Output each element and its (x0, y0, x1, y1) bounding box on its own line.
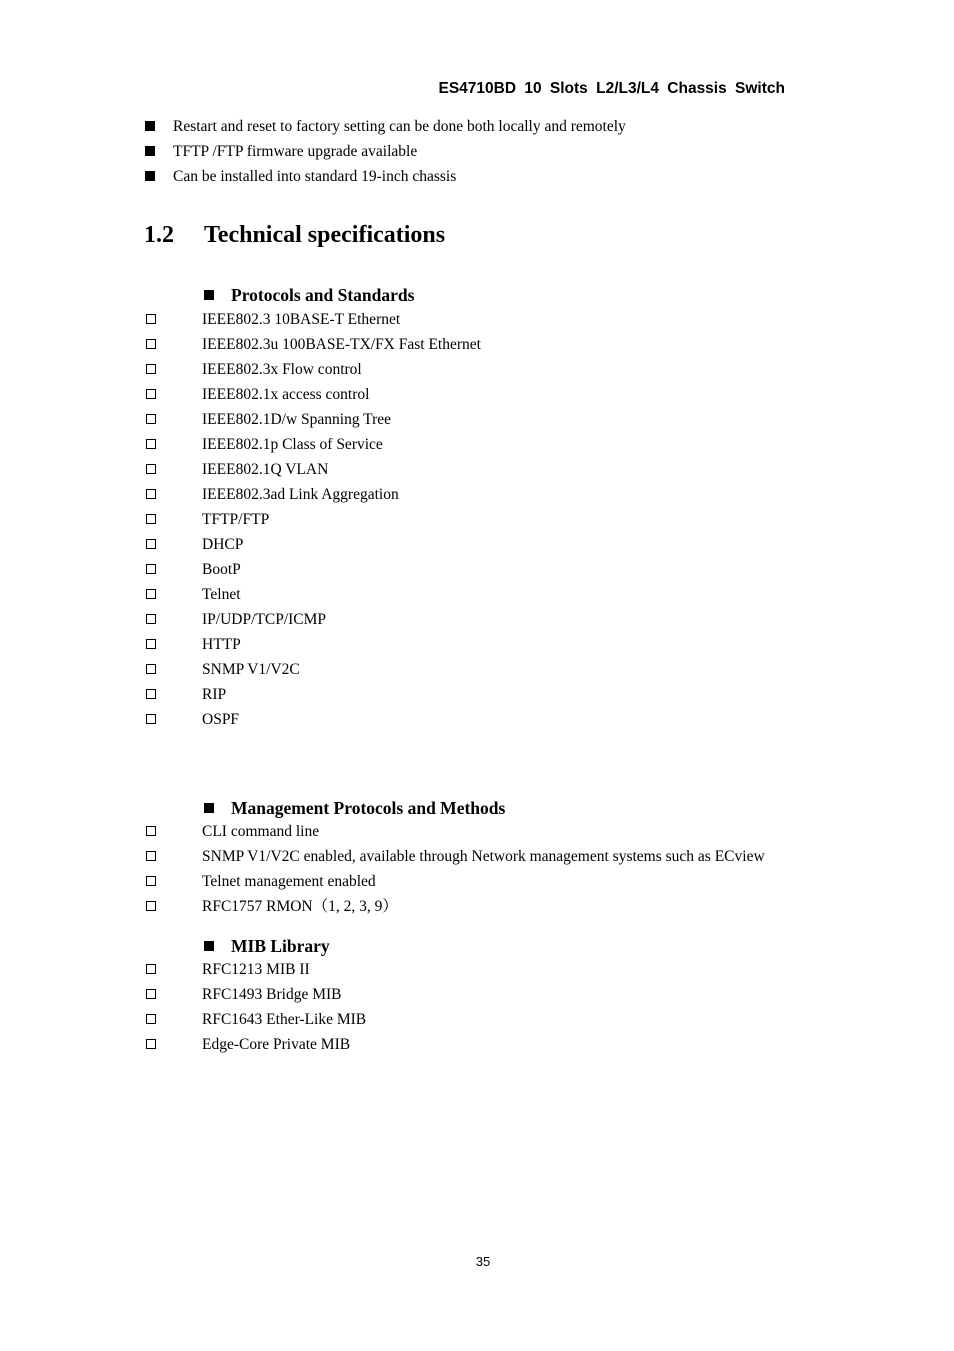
checkbox-outline-icon (146, 876, 156, 886)
checkbox-outline-icon (146, 851, 156, 861)
document-page: ES4710BD 10 Slots L2/L3/L4 Chassis Switch Restart and reset to factory setting can be done both locally and remotely TFTP /FTP firmware upgrade available Can be installed into standard 19-inch chassis 1.2 Technical specifications Protocols and Standards IEEE802.3 10BASE-T Ethernet IEEE802.3u 100BASE-TX/FX Fast Ethernet IEEE802.3x Flow control IEEE802.1x access control IEEE802.1D/w Spanning Tree IEEE802.1p Class of Service IEEE802.1Q VLAN IEEE802.3ad Link Aggregation TFTP/FTP DHCP BootP Telnet IP/UDP/TCP/ICMP HTTP SNMP V1/V2C RIP OSPF Management Protocols and Methods CLI command line SNMP V1/V2C enabled, available through Network management systems such as ECview Telnet management enabled RFC1757 RMON（1, 2, 3, 9） MIB Library RFC1213 MIB II RFC1493 Bridge MIB RFC1643 Ether-Like MIB Edge-Core Private MIB 35 (0, 0, 954, 1351)
checkbox-outline-icon (146, 689, 156, 699)
section-title (144, 222, 445, 249)
management-heading: Management Protocols and Methods (204, 797, 505, 819)
checkbox-outline-icon (146, 664, 156, 674)
section-heading: Technical specifications (204, 222, 446, 248)
checkbox-outline-icon (146, 489, 156, 499)
section-number: 1.2 (144, 222, 174, 248)
checkbox-outline-icon (146, 364, 156, 374)
checkbox-outline-icon (146, 339, 156, 349)
checkbox-outline-icon (146, 1014, 156, 1024)
checkbox-outline-icon (146, 439, 156, 449)
checkbox-outline-icon (146, 539, 156, 549)
filled-square-bullet-icon (204, 803, 214, 813)
page-number: 35 (475, 1254, 491, 1269)
checkbox-outline-icon (146, 901, 156, 911)
protocols-heading: Protocols and Standards (204, 284, 414, 306)
checkbox-outline-icon (146, 589, 156, 599)
feature-item: Restart and reset to factory setting can be done both locally and remotely (145, 117, 626, 142)
checkbox-outline-icon (146, 464, 156, 474)
checkbox-outline-icon (146, 564, 156, 574)
running-header: ES4710BD 10 Slots L2/L3/L4 Chassis Switch (438, 80, 785, 97)
checkbox-outline-icon (146, 989, 156, 999)
checkbox-outline-icon (146, 414, 156, 424)
checkbox-outline-icon (146, 614, 156, 624)
feature-list (145, 117, 626, 192)
feature-item: Can be installed into standard 19-inch chassis (145, 167, 626, 192)
filled-square-bullet-icon (145, 121, 155, 131)
filled-square-bullet-icon (145, 171, 155, 181)
mib-heading: MIB Library (204, 935, 330, 957)
checkbox-outline-icon (146, 826, 156, 836)
checkbox-outline-icon (146, 389, 156, 399)
checkbox-outline-icon (146, 514, 156, 524)
checkbox-outline-icon (146, 714, 156, 724)
filled-square-bullet-icon (204, 941, 214, 951)
feature-item: TFTP /FTP firmware upgrade available (145, 142, 626, 167)
checkbox-outline-icon (146, 639, 156, 649)
checkbox-outline-icon (146, 314, 156, 324)
checkbox-outline-icon (146, 1039, 156, 1049)
filled-square-bullet-icon (204, 290, 214, 300)
filled-square-bullet-icon (145, 146, 155, 156)
checkbox-outline-icon (146, 964, 156, 974)
